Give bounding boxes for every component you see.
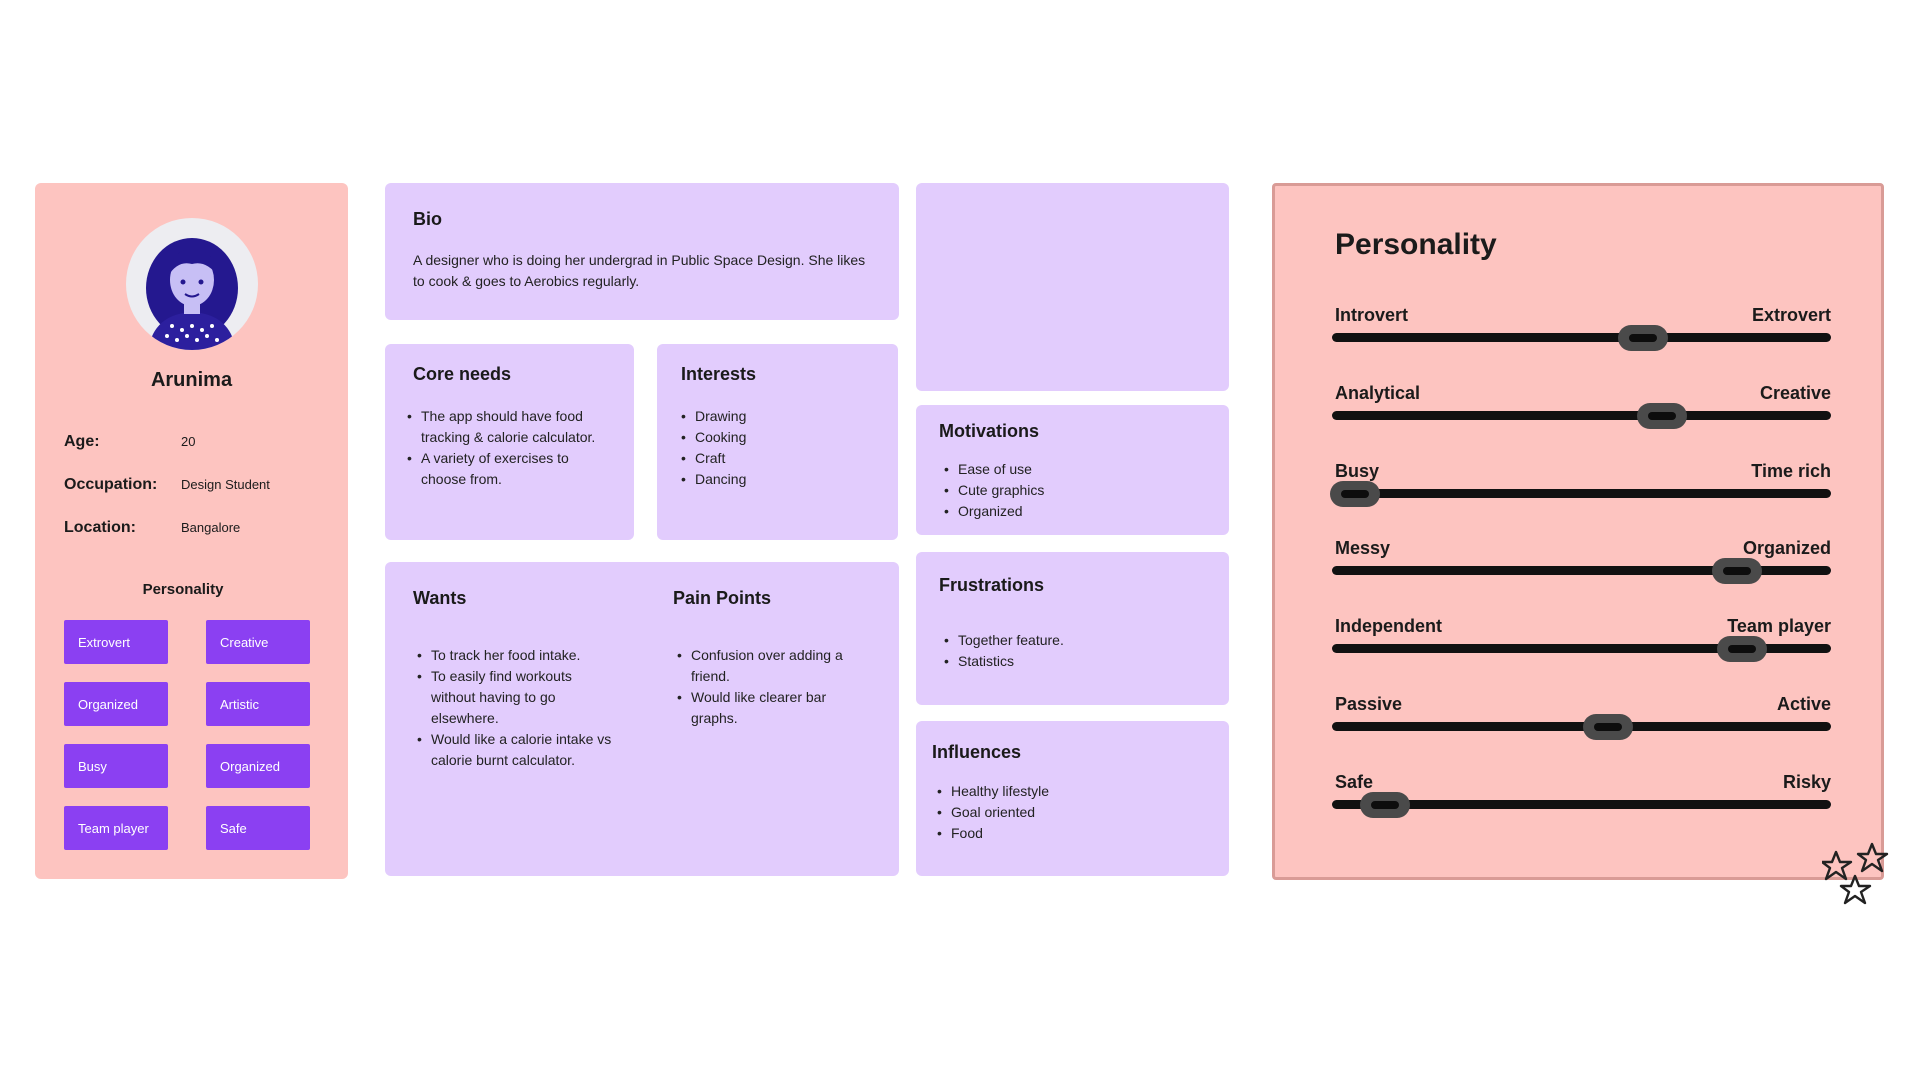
interests-title: Interests	[681, 364, 757, 384]
location-label: Location:	[64, 519, 136, 536]
influences-card	[916, 721, 1229, 876]
core-needs-title: Core needs	[413, 364, 512, 384]
list-item: • Statistics	[944, 651, 1204, 672]
slider-right-label: Time rich	[1751, 461, 1831, 481]
slider-left-label: Analytical	[1335, 383, 1421, 403]
motivations-list	[944, 459, 1204, 522]
list-item: • Drawing	[681, 406, 881, 427]
slider-left-label: Independent	[1335, 616, 1442, 636]
slider-track	[1332, 333, 1831, 342]
bio-card	[385, 183, 899, 320]
personality-tags-title: Personality	[142, 581, 224, 598]
personality-tag: Extrovert	[64, 620, 168, 664]
slider-left-label: Messy	[1335, 538, 1391, 558]
motivations-card	[916, 405, 1229, 535]
personality-tag: Organized	[64, 682, 168, 726]
list-item: • A variety of exercises to choose from.	[407, 448, 607, 490]
list-item: • Ease of use	[944, 459, 1204, 480]
slider-track	[1332, 722, 1831, 731]
frustrations-card	[916, 552, 1229, 705]
slider-right-label: Organized	[1742, 538, 1831, 558]
persona-name: Arunima	[150, 369, 233, 391]
slider-thumb[interactable]	[1717, 636, 1767, 662]
slider-left-label: Introvert	[1335, 305, 1409, 325]
slider-left-label: Safe	[1335, 772, 1374, 792]
slider-left-label: Busy	[1335, 461, 1380, 481]
slider-introvert-extrovert	[1335, 305, 1831, 365]
list-item: • Cooking	[681, 427, 881, 448]
slider-track	[1332, 489, 1831, 498]
location-value: Bangalore	[181, 520, 241, 535]
slider-safe-risky	[1335, 772, 1831, 832]
slider-right-label: Extrovert	[1751, 305, 1831, 325]
list-item: • Goal oriented	[937, 802, 1197, 823]
pain-points-title: Pain Points	[673, 588, 772, 608]
slider-independent-team-player	[1335, 616, 1831, 676]
slider-busy-time-rich	[1335, 461, 1831, 521]
list-item: • Dancing	[681, 469, 881, 490]
personality-tag: Creative	[206, 620, 310, 664]
slider-thumb[interactable]	[1618, 325, 1668, 351]
frustrations-title: Frustrations	[939, 575, 1045, 595]
list-item: • The app should have food tracking & calorie calculator.	[407, 406, 607, 448]
slider-thumb[interactable]	[1330, 481, 1380, 507]
slider-right-label: Active	[1776, 694, 1831, 714]
slider-right-label: Creative	[1759, 383, 1831, 403]
profile-card	[35, 183, 348, 879]
list-item: • To easily find workouts without having to go elsewhere.	[417, 666, 617, 729]
list-item: • Cute graphics	[944, 480, 1204, 501]
wants-list	[417, 645, 617, 771]
interests-card	[657, 344, 898, 540]
personality-card	[1272, 183, 1884, 880]
age-value: 20	[181, 434, 196, 449]
core-needs-card	[385, 344, 634, 540]
personality-tag: Team player	[64, 806, 168, 850]
slider-thumb[interactable]	[1712, 558, 1762, 584]
list-item: • Food	[937, 823, 1197, 844]
pain-points-list	[677, 645, 863, 729]
list-item: • Together feature.	[944, 630, 1204, 651]
slider-analytical-creative	[1335, 383, 1831, 443]
personality-tag: Organized	[206, 744, 310, 788]
avatar	[126, 218, 258, 350]
occupation-label: Occupation:	[64, 476, 158, 493]
slider-messy-organized	[1335, 538, 1831, 598]
slider-track	[1332, 411, 1831, 420]
influences-title: Influences	[932, 742, 1022, 762]
slider-thumb[interactable]	[1637, 403, 1687, 429]
frustrations-list	[944, 630, 1204, 672]
interests-list	[681, 406, 881, 490]
slider-right-label: Risky	[1782, 772, 1831, 792]
core-needs-list	[407, 406, 607, 490]
slider-passive-active	[1335, 694, 1831, 754]
list-item: • Would like clearer bar graphs.	[677, 687, 863, 729]
blank-card	[916, 183, 1229, 391]
list-item: • To track her food intake.	[417, 645, 617, 666]
wants-pain-points-card	[385, 562, 899, 876]
doodle-stars-icon	[1822, 838, 1902, 910]
list-item: • Organized	[944, 501, 1204, 522]
personality-tag: Busy	[64, 744, 168, 788]
bio-text: A designer who is doing her undergrad in Public Space Design. She likes to cook & goes to Aerobics regularly.	[413, 252, 866, 289]
slider-left-label: Passive	[1335, 694, 1403, 714]
slider-thumb[interactable]	[1583, 714, 1633, 740]
avatar-illustration-icon	[126, 218, 258, 350]
list-item: • Would like a calorie intake vs calorie burnt calculator.	[417, 729, 617, 771]
occupation-value: Design Student	[181, 477, 270, 492]
personality-tag: Artistic	[206, 682, 310, 726]
list-item: • Confusion over adding a friend.	[677, 645, 863, 687]
bio-title: Bio	[413, 209, 442, 229]
slider-right-label: Team player	[1727, 616, 1831, 636]
age-label: Age:	[64, 433, 100, 450]
wants-title: Wants	[413, 588, 467, 608]
slider-thumb[interactable]	[1360, 792, 1410, 818]
list-item: • Craft	[681, 448, 881, 469]
personality-title: Personality	[1335, 228, 1497, 261]
list-item: • Healthy lifestyle	[937, 781, 1197, 802]
motivations-title: Motivations	[939, 421, 1040, 441]
personality-tag: Safe	[206, 806, 310, 850]
influences-list	[937, 781, 1197, 844]
